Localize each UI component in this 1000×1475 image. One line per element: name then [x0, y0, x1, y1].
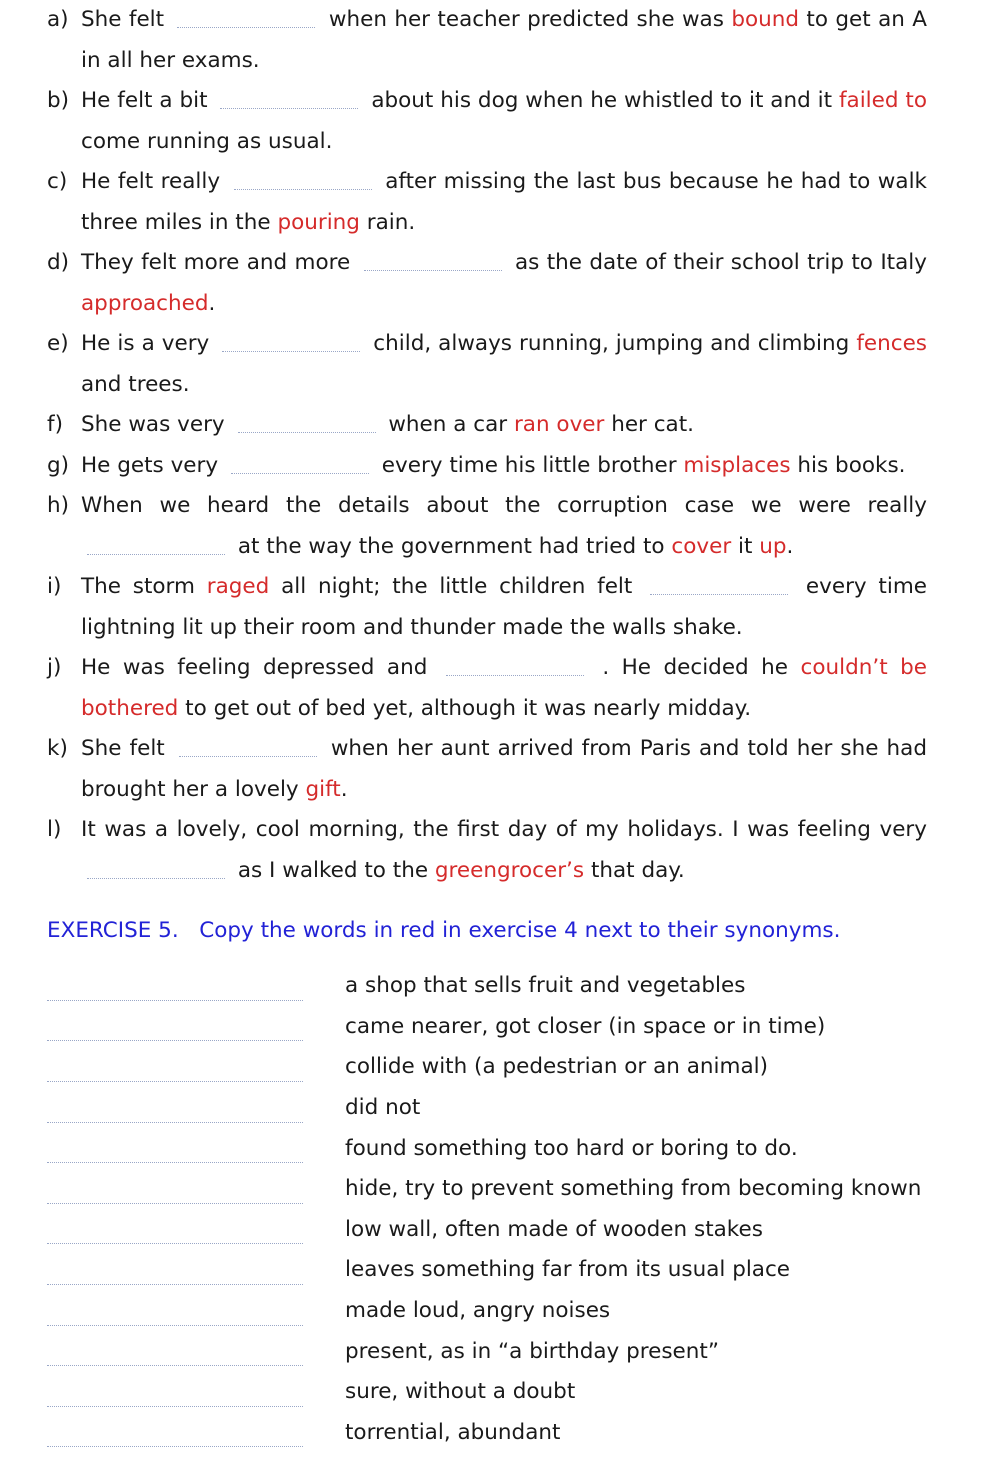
item-text — [81, 0, 927, 81]
red-word: failed to — [838, 88, 928, 113]
red-word: greengrocer’s — [434, 857, 585, 883]
exercise-item-b — [47, 81, 927, 162]
sentence-part: He gets very — [81, 452, 219, 478]
item-letter: k) — [47, 736, 68, 761]
sentence-part: He was feeling depressed and — [81, 655, 428, 680]
sentence-part: her cat. — [611, 412, 694, 437]
synonym-definition: leaves something far from its usual place — [345, 1257, 791, 1283]
answer-blank[interactable] — [87, 856, 225, 879]
red-word: fences — [856, 331, 928, 356]
sentence-part: . — [208, 290, 216, 316]
sentence-part: that day. — [590, 857, 685, 883]
answer-blank[interactable] — [238, 410, 376, 433]
sentence-part: to get out of bed yet, although it was nearly midday. — [185, 695, 752, 721]
red-word: gift — [305, 776, 341, 802]
answer-blank[interactable] — [222, 329, 360, 352]
red-word: ran over — [513, 412, 605, 437]
exercise-5-title: EXERCISE 5. Copy the words in red in exercise 4 next to their synonyms. — [47, 918, 841, 943]
synonym-row — [47, 1047, 947, 1088]
synonym-definition: present, as in “a birthday present” — [345, 1338, 719, 1364]
synonym-row — [47, 1169, 947, 1210]
synonym-row — [47, 1372, 947, 1413]
item-text — [81, 729, 927, 810]
sentence-part: when her aunt arrived from Paris and told her she had brought her a lovely — [81, 736, 927, 802]
item-letter: j) — [47, 655, 62, 680]
answer-line[interactable] — [47, 1223, 303, 1244]
answer-blank[interactable] — [87, 532, 225, 555]
synonym-row — [47, 1210, 947, 1251]
answer-line[interactable] — [47, 980, 303, 1001]
sentence-part: and trees. — [81, 371, 190, 397]
sentence-part: She felt — [81, 736, 165, 761]
synonym-row — [47, 1250, 947, 1291]
answer-blank[interactable] — [234, 167, 372, 190]
item-letter: i) — [47, 574, 62, 599]
answer-blank[interactable] — [650, 572, 788, 595]
synonym-definition: collide with (a pedestrian or an animal) — [345, 1054, 768, 1080]
answer-blank[interactable] — [179, 734, 317, 757]
synonym-row — [47, 1331, 947, 1372]
sentence-part: rain. — [366, 209, 416, 235]
sentence-part: He felt really — [81, 169, 221, 194]
answer-blank[interactable] — [231, 451, 369, 474]
sentence-part: it — [738, 533, 753, 559]
synonym-definition: hide, try to prevent something from becoming known — [345, 1176, 922, 1202]
synonym-definition: did not — [345, 1095, 421, 1121]
exercise-item-d — [47, 243, 927, 324]
answer-blank[interactable] — [446, 653, 584, 676]
sentence-part: to get an A in all her exams. — [81, 7, 927, 73]
red-word: couldn’t be bothered — [81, 655, 927, 721]
exercise-item-l — [47, 810, 927, 891]
sentence-part: . — [786, 533, 794, 559]
red-word: misplaces — [683, 452, 791, 478]
synonym-definition: found something too hard or boring to do. — [345, 1135, 798, 1161]
answer-line[interactable] — [47, 1305, 303, 1326]
red-word: approached — [81, 290, 209, 316]
red-word: cover — [671, 533, 732, 559]
sentence-part: . — [340, 776, 348, 802]
item-letter: h) — [47, 493, 70, 518]
item-letter: c) — [47, 169, 68, 194]
sentence-part: He is a very — [81, 331, 210, 356]
item-letter: a) — [47, 7, 69, 32]
answer-blank[interactable] — [364, 248, 502, 271]
item-text — [81, 405, 927, 446]
synonym-definition: a shop that sells fruit and vegetables — [345, 973, 746, 999]
answer-line[interactable] — [47, 1020, 303, 1041]
item-text — [81, 324, 927, 405]
item-letter: g) — [47, 452, 70, 478]
exercise-item-j — [47, 648, 927, 729]
sentence-part: after missing the last bus because he had to walk three miles in the — [81, 169, 927, 235]
sentence-part: all night; the little children felt — [281, 574, 633, 599]
synonym-row — [47, 1088, 947, 1129]
synonym-definition: low wall, often made of wooden stakes — [345, 1216, 763, 1242]
synonym-row — [47, 1291, 947, 1332]
exercise-item-h — [47, 486, 927, 567]
sentence-part: every time his little brother — [381, 452, 677, 478]
synonym-row — [47, 1413, 947, 1454]
answer-line[interactable] — [47, 1142, 303, 1163]
sentence-part: as the date of their school trip to Italy — [514, 250, 927, 275]
sentence-part: his books. — [797, 452, 906, 478]
sentence-part: as I walked to the — [237, 857, 429, 883]
answer-blank[interactable] — [177, 5, 315, 28]
synonym-definition: torrential, abundant — [345, 1419, 561, 1445]
item-letter: b) — [47, 88, 70, 113]
sentence-part: every time lightning lit up their room and thunder made the walls shake. — [81, 574, 927, 640]
synonym-definition: came nearer, got closer (in space or in time) — [345, 1013, 826, 1039]
synonym-row — [47, 966, 947, 1007]
sentence-part: They felt more and more — [81, 250, 351, 275]
answer-line[interactable] — [47, 1183, 303, 1204]
sentence-part: She felt — [81, 7, 165, 32]
item-text — [81, 567, 927, 648]
answer-line[interactable] — [47, 1386, 303, 1407]
exercise-5-list — [47, 966, 947, 1453]
sentence-part: He felt a bit — [81, 88, 208, 113]
synonym-row — [47, 1007, 947, 1048]
sentence-part: When we heard the details about the corruption case we were really — [81, 493, 927, 518]
item-text — [81, 486, 927, 567]
synonym-definition: made loud, angry noises — [345, 1298, 611, 1324]
sentence-part: come running as usual. — [81, 128, 333, 154]
item-letter: f) — [47, 412, 63, 437]
sentence-part: child, always running, jumping and climbing — [373, 331, 850, 356]
item-text — [81, 81, 927, 162]
red-word: pouring — [277, 209, 360, 235]
red-word: up — [759, 533, 787, 559]
sentence-part: about his dog when he whistled to it and it — [371, 88, 833, 113]
sentence-part: It was a lovely, cool morning, the first day of my holidays. I was feeling very — [81, 817, 927, 842]
exercise-item-k — [47, 729, 927, 810]
exercise-item-a — [47, 0, 927, 81]
answer-line[interactable] — [47, 1061, 303, 1082]
item-letter: l) — [47, 817, 62, 842]
answer-line[interactable] — [47, 1345, 303, 1366]
sentence-part: She was very — [81, 412, 225, 437]
synonym-definition: sure, without a doubt — [345, 1379, 576, 1405]
answer-line[interactable] — [47, 1264, 303, 1285]
item-text — [81, 810, 927, 891]
sentence-part: at the way the government had tried to — [237, 533, 665, 559]
sentence-part: The storm — [81, 574, 195, 599]
item-text — [81, 446, 927, 487]
item-text — [81, 162, 927, 243]
answer-blank[interactable] — [220, 86, 358, 109]
item-text — [81, 648, 927, 729]
exercise-item-g — [47, 446, 927, 487]
answer-line[interactable] — [47, 1426, 303, 1447]
synonym-row — [47, 1128, 947, 1169]
exercise-item-c — [47, 162, 927, 243]
exercise-4 — [47, 0, 927, 891]
item-text — [81, 243, 927, 324]
sentence-part: when her teacher predicted she was — [328, 7, 724, 32]
answer-line[interactable] — [47, 1102, 303, 1123]
exercise-item-i — [47, 567, 927, 648]
sentence-part: when a car — [388, 412, 508, 437]
exercise-item-f — [47, 405, 927, 446]
red-word: bound — [731, 7, 800, 32]
exercise-item-e — [47, 324, 927, 405]
item-letter: e) — [47, 331, 69, 356]
red-word: raged — [206, 574, 270, 599]
item-letter: d) — [47, 250, 70, 275]
sentence-part: . He decided he — [602, 655, 789, 680]
